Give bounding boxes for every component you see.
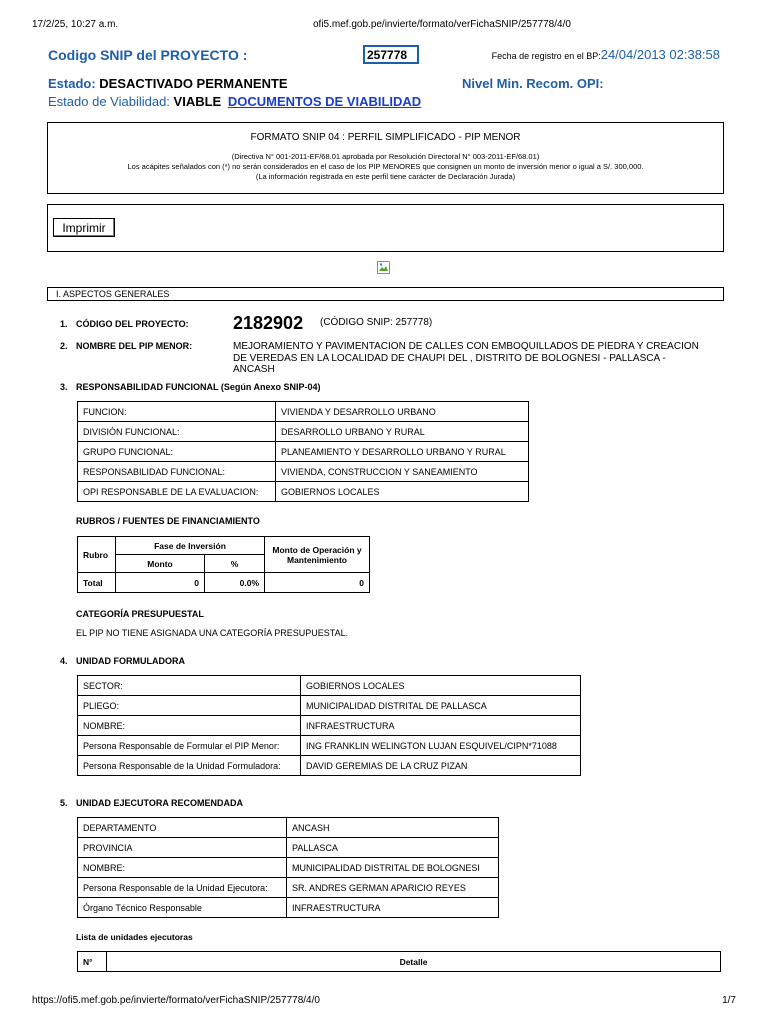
- responsibility-row-key: RESPONSABILIDAD FUNCIONAL:: [78, 462, 276, 482]
- formulating-unit-row-value: INFRAESTRUCTURA: [301, 716, 581, 736]
- viability-value: VIABLE: [173, 94, 222, 109]
- formulating-unit-row-key: SECTOR:: [78, 676, 301, 696]
- print-datetime: 17/2/25, 10:27 a.m.: [32, 19, 119, 30]
- budget-category-text: EL PIP NO TIENE ASIGNADA UNA CATEGORÍA PRESUPUESTAL.: [76, 628, 349, 638]
- pip-name-label: NOMBRE DEL PIP MENOR:: [76, 341, 193, 351]
- format-title: FORMATO SNIP 04 : PERFIL SIMPLIFICADO - PIP MENOR: [250, 132, 521, 143]
- print-button[interactable]: Imprimir: [53, 218, 115, 237]
- item-number: 1.: [60, 319, 68, 329]
- formulating-unit-row-value: DAVID GEREMIAS DE LA CRUZ PIZAN: [301, 756, 581, 776]
- formulating-unit-row-value: GOBIERNOS LOCALES: [301, 676, 581, 696]
- responsibility-row-key: OPI RESPONSABLE DE LA EVALUACION:: [78, 482, 276, 502]
- responsibility-row-key: FUNCION:: [78, 402, 276, 422]
- project-snip-code: (CÓDIGO SNIP: 257778): [320, 317, 433, 328]
- snip-code-box: 257778: [363, 45, 419, 64]
- responsibility-row-value: DESARROLLO URBANO Y RURAL: [276, 422, 529, 442]
- project-header: [48, 44, 720, 116]
- executing-unit-table: [77, 817, 499, 918]
- status-value: DESACTIVADO PERMANENTE: [99, 76, 288, 91]
- registration-date-value: 24/04/2013 02:38:58: [600, 47, 720, 62]
- snip-code-label: Codigo SNIP del PROYECTO :: [48, 47, 248, 63]
- financing-operation-header: Monto de Operación y Mantenimiento: [265, 537, 370, 573]
- print-footer: [32, 995, 736, 1007]
- format-notes: [48, 152, 723, 182]
- financing-rubro-header: Rubro: [78, 537, 116, 573]
- formulating-unit-row-key: NOMBRE:: [78, 716, 301, 736]
- format-box: [47, 122, 724, 194]
- responsibility-row: [78, 482, 529, 502]
- project-code-value: 2182902: [233, 313, 304, 333]
- executing-unit-row-key: Persona Responsable de la Unidad Ejecutora:: [78, 878, 287, 898]
- print-header: [32, 19, 736, 31]
- viability-label: Estado de Viabilidad:: [48, 94, 170, 109]
- list-col-number: N°: [78, 952, 107, 972]
- executing-units-list-table: [77, 951, 721, 972]
- executing-unit-row-value: INFRAESTRUCTURA: [287, 898, 499, 918]
- executing-unit-row-value: PALLASCA: [287, 838, 499, 858]
- financing-total-label: Total: [78, 573, 116, 593]
- project-code-label: CÓDIGO DEL PROYECTO:: [76, 319, 189, 329]
- executing-units-list-title: Lista de unidades ejecutoras: [76, 932, 193, 942]
- financing-percent-header: %: [205, 555, 265, 573]
- formulating-unit-row: [78, 756, 581, 776]
- formulating-unit-label: UNIDAD FORMULADORA: [76, 656, 185, 666]
- list-col-detail: Detalle: [107, 952, 721, 972]
- financing-phase-header: Fase de Inversión: [116, 537, 265, 555]
- executing-unit-row-key: DEPARTAMENTO: [78, 818, 287, 838]
- responsibility-row-value: GOBIERNOS LOCALES: [276, 482, 529, 502]
- responsibility-row: [78, 462, 529, 482]
- item-number: 3.: [60, 382, 68, 392]
- executing-unit-row-key: PROVINCIA: [78, 838, 287, 858]
- formulating-unit-row: [78, 736, 581, 756]
- status: [48, 76, 288, 91]
- responsibility-row-value: PLANEAMIENTO Y DESARROLLO URBANO Y RURAL: [276, 442, 529, 462]
- viability: [48, 94, 421, 109]
- print-box: [47, 204, 724, 252]
- format-note-acapites: Los acápites señalados con (*) no serán considerados en el caso de los PIP MENORES que consignen un monto de inversión menor o igual a S/. 300,000.: [127, 162, 644, 171]
- format-note-directiva: (Directiva N° 001-2011-EF/68.01 aprobada por Resolución Directoral N° 003-2011-EF/68.01): [231, 152, 540, 161]
- formulating-unit-row-value: MUNICIPALIDAD DISTRITAL DE PALLASCA: [301, 696, 581, 716]
- financing-total-operation: 0: [265, 573, 370, 593]
- financing-total-row: [78, 573, 370, 593]
- formulating-unit-row-key: PLIEGO:: [78, 696, 301, 716]
- executing-unit-row-value: ANCASH: [287, 818, 499, 838]
- executing-unit-row: [78, 898, 499, 918]
- executing-unit-row-value: MUNICIPALIDAD DISTRITAL DE BOLOGNESI: [287, 858, 499, 878]
- registration-date-label: Fecha de registro en el BP:: [491, 51, 601, 61]
- formulating-unit-row-key: Persona Responsable de la Unidad Formuladora:: [78, 756, 301, 776]
- financing-title: RUBROS / FUENTES DE FINANCIAMIENTO: [76, 516, 260, 526]
- responsibility-row: [78, 442, 529, 462]
- format-note-declaracion: (La información registrada en este perfil tiene carácter de Declaración Jurada): [255, 172, 516, 181]
- item-number: 5.: [60, 798, 68, 808]
- responsibility-row-value: VIVIENDA, CONSTRUCCION Y SANEAMIENTO: [276, 462, 529, 482]
- executing-unit-label: UNIDAD EJECUTORA RECOMENDADA: [76, 798, 244, 808]
- footer-page: 1/7: [722, 995, 736, 1006]
- executing-unit-row-value: SR. ANDRES GERMAN APARICIO REYES: [287, 878, 499, 898]
- financing-table: [77, 536, 370, 593]
- functional-responsibility-table: [77, 401, 529, 502]
- executing-unit-row: [78, 858, 499, 878]
- executing-unit-row: [78, 878, 499, 898]
- formulating-unit-table: [77, 675, 581, 776]
- section-general-aspects: I. ASPECTOS GENERALES: [47, 287, 724, 301]
- formulating-unit-row-value: ING FRANKLIN WELINGTON LUJAN ESQUIVEL/CIPN*71088: [301, 736, 581, 756]
- responsibility-row-value: VIVIENDA Y DESARROLLO URBANO: [276, 402, 529, 422]
- executing-unit-row-key: NOMBRE:: [78, 858, 287, 878]
- broken-image-icon: [377, 261, 393, 275]
- formulating-unit-row-key: Persona Responsable de Formular el PIP Menor:: [78, 736, 301, 756]
- formulating-unit-row: [78, 676, 581, 696]
- registration-date: [492, 47, 720, 62]
- print-url: ofi5.mef.gob.pe/invierte/formato/verFichaSNIP/257778/4/0: [313, 19, 571, 30]
- responsibility-row: [78, 422, 529, 442]
- pip-name-value: MEJORAMIENTO Y PAVIMENTACION DE CALLES CON EMBOQUILLADOS DE PIEDRA Y CREACION DE VEREDAS EN LA LOCALIDAD DE CHAUPI DEL , DISTRITO DE BOLOGNESI - PALLASCA - ANCASH: [233, 341, 699, 375]
- financing-total-percent: 0.0%: [205, 573, 265, 593]
- formulating-unit-row: [78, 696, 581, 716]
- opi-level-label: Nivel Min. Recom. OPI:: [462, 76, 604, 91]
- footer-url: https://ofi5.mef.gob.pe/invierte/formato/verFichaSNIP/257778/4/0: [32, 995, 320, 1006]
- functional-responsibility-label: RESPONSABILIDAD FUNCIONAL (Según Anexo SNIP-04): [76, 382, 321, 392]
- status-label: Estado:: [48, 76, 96, 91]
- viability-documents-link[interactable]: DOCUMENTOS DE VIABILIDAD: [227, 94, 422, 109]
- responsibility-row: [78, 402, 529, 422]
- executing-unit-row: [78, 838, 499, 858]
- executing-unit-row: [78, 818, 499, 838]
- financing-total-amount: 0: [116, 573, 205, 593]
- responsibility-row-key: GRUPO FUNCIONAL:: [78, 442, 276, 462]
- budget-category-title: CATEGORÍA PRESUPUESTAL: [76, 609, 204, 619]
- executing-unit-row-key: Órgano Técnico Responsable: [78, 898, 287, 918]
- item-number: 2.: [60, 341, 68, 351]
- formulating-unit-row: [78, 716, 581, 736]
- financing-amount-header: Monto: [116, 555, 205, 573]
- responsibility-row-key: DIVISIÓN FUNCIONAL:: [78, 422, 276, 442]
- item-number: 4.: [60, 656, 68, 666]
